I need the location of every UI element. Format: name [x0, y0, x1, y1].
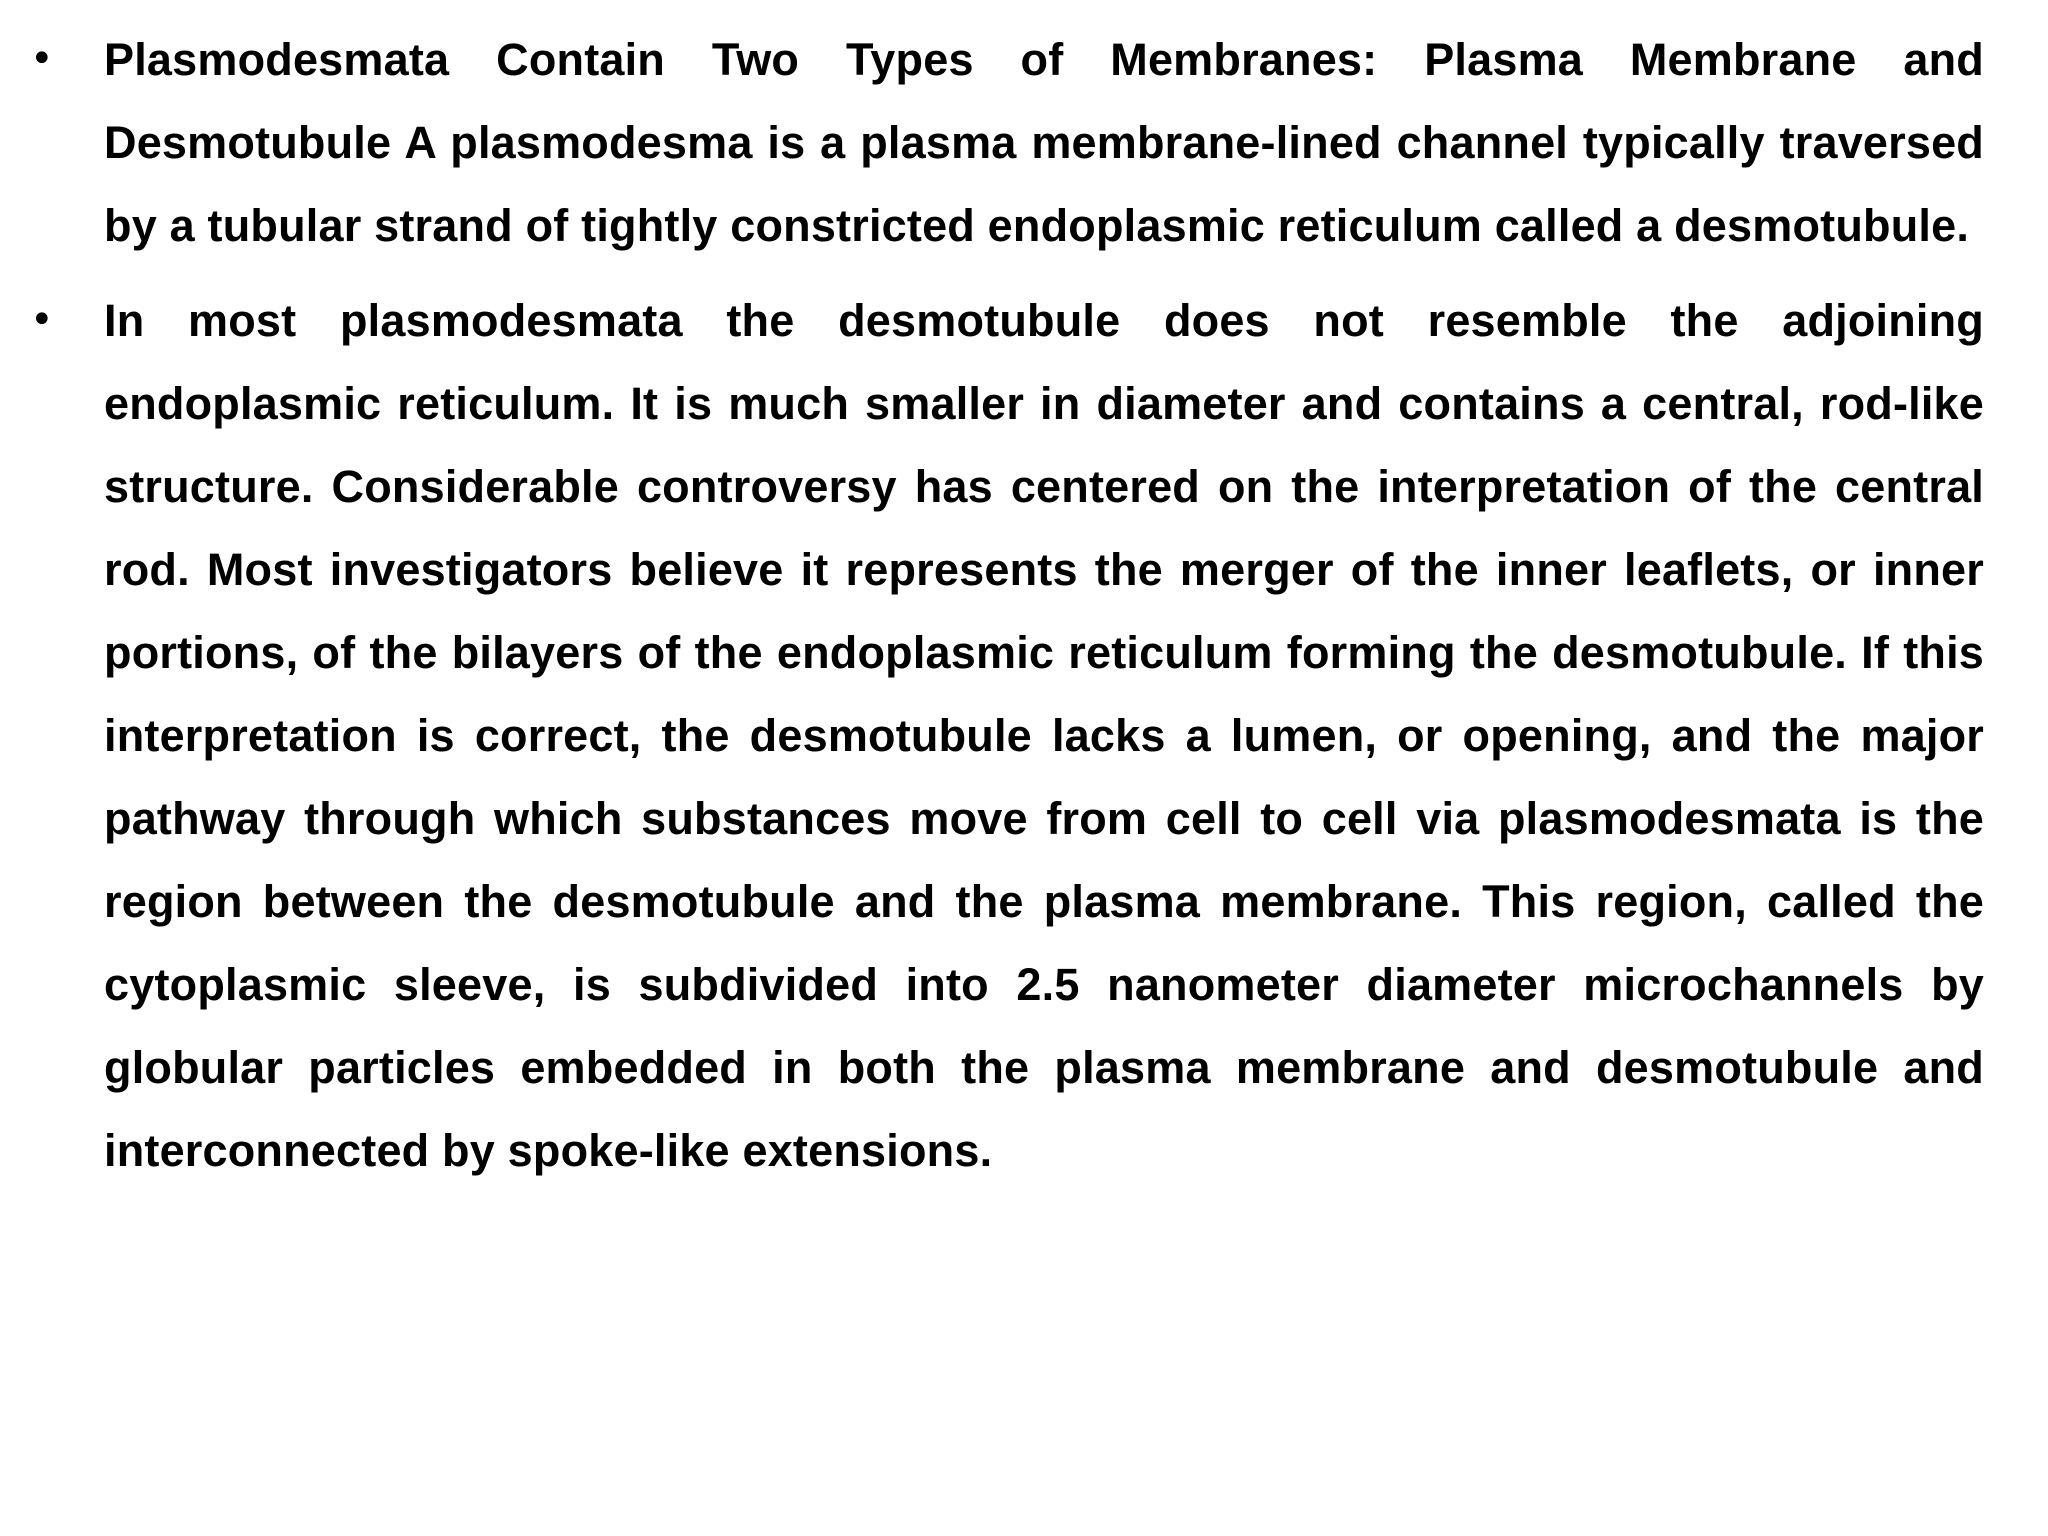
bullet-list [0, 18, 2048, 1204]
bullet-text-2: In most plasmodesmata the desmotubule does not resemble the adjoining endoplasmic reticulum. It is much smaller in diameter and contains a central, rod-like structure. Considerable controversy has centered on the interpretation of the central rod. Most investigators believe it represents the merger of the inner leaflets, or inner portions, of the bilayers of the endoplasmic reticulum forming the desmotubule. If this interpretation is correct, the desmotubule lacks a lumen, or opening, and the major pathway through which substances move from cell to cell via plasmodesmata is the region between the desmotubule and the plasma membrane. This region, called the cytoplasmic sleeve, is subdivided into 2.5 nanometer diameter microchannels by globular particles embedded in both the plasma membrane and desmotubule and interconnected by spoke-like extensions. [104, 295, 1984, 1176]
bullet-marker: • [30, 297, 54, 343]
bullet-text-1: Plasmodesmata Contain Two Types of Membranes: Plasma Membrane and Desmotubule A plasmodesma is a plasma membrane-lined channel typically traversed by a tubular strand of tightly constricted endoplasmic reticulum called a desmotubule. [104, 34, 1984, 251]
bullet-marker: • [30, 36, 54, 82]
bullet-item-1 [0, 18, 2048, 267]
bullet-item-2 [0, 279, 2048, 1192]
